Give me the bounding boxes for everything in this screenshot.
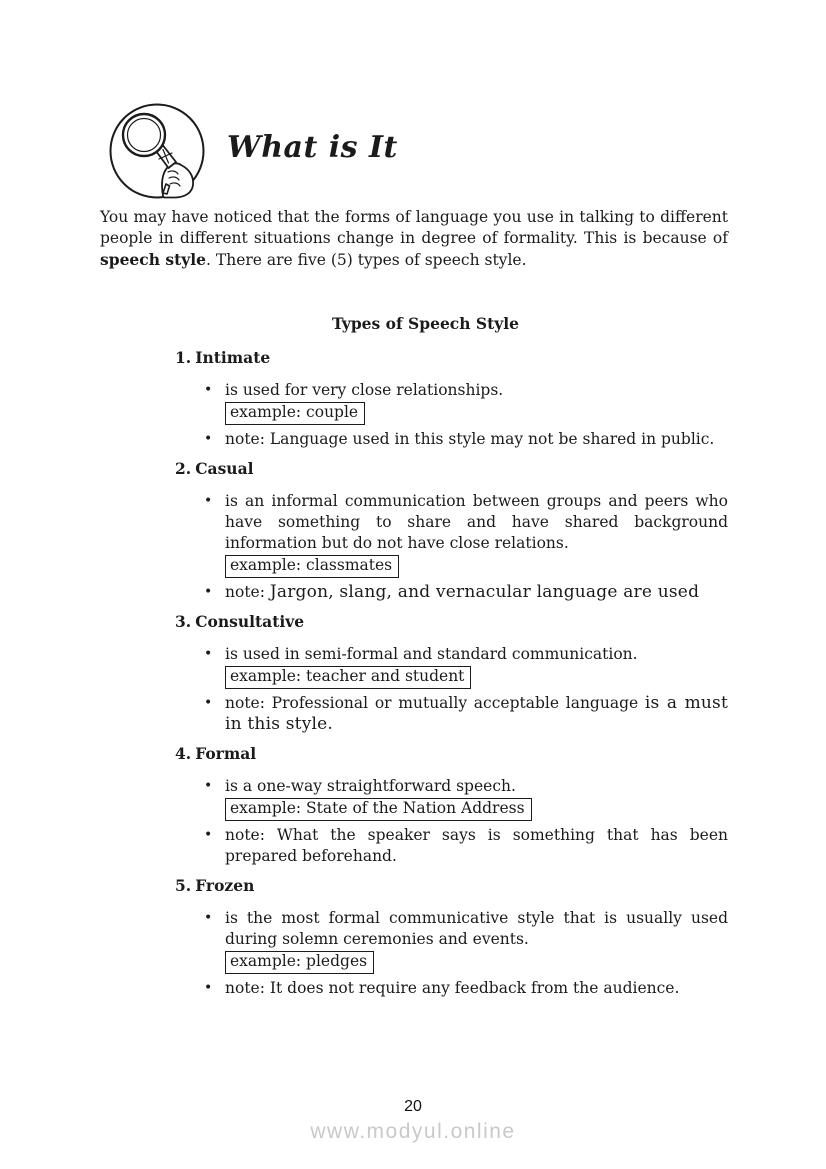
bullet-body	[225, 429, 728, 450]
watermark-text: www.modyul.online	[310, 1120, 516, 1143]
example-box	[225, 951, 374, 974]
note-bullet	[175, 825, 728, 867]
description-text: is a one-way straightforward speech.	[225, 777, 516, 795]
speech-style-list	[175, 314, 728, 1008]
description-text: is an informal communication between groups and peers who have something to share and have shared background information but do not have close relations.	[225, 492, 728, 552]
description-text: is the most formal communicative style that is usually used during solemn ceremonies and events.	[225, 909, 728, 948]
section-casual	[175, 459, 728, 603]
page-number: 20	[404, 1098, 422, 1115]
magnifier-hand-icon	[108, 102, 206, 200]
example-box	[225, 402, 365, 425]
section-name	[175, 612, 728, 631]
note-bullet	[175, 429, 728, 450]
note-text: note: Language used in this style may not be shared in public.	[225, 430, 715, 448]
note-text-alt: is a must in this style.	[225, 693, 728, 734]
example-line	[225, 666, 728, 689]
example-line	[225, 798, 728, 821]
note-text: note: It does not require any feedback from the audience.	[225, 979, 680, 997]
bullet-body	[225, 644, 728, 690]
section-title-text: Casual	[195, 459, 254, 478]
intro-text-2: . There are five (5) types of speech style.	[206, 251, 527, 269]
description-bullet	[175, 776, 728, 822]
note-text: note:	[225, 583, 270, 601]
note-text-alt: Jargon, slang, and vernacular language are used	[269, 582, 700, 602]
bullet-body	[225, 825, 728, 867]
section-title-text: Consultative	[195, 612, 305, 631]
example-box	[225, 666, 471, 689]
section-number: 1.	[175, 348, 192, 367]
section-number: 3.	[175, 612, 192, 631]
bullet-icon: •	[204, 584, 213, 600]
bullet-body	[225, 776, 728, 822]
example-line	[225, 951, 728, 974]
bullet-icon: •	[204, 827, 213, 843]
section-title-text: Frozen	[195, 876, 255, 895]
example-line	[225, 402, 728, 425]
section-intimate	[175, 348, 728, 450]
section-name	[175, 876, 728, 895]
section-frozen	[175, 876, 728, 999]
section-formal	[175, 744, 728, 867]
section-title-text: Intimate	[195, 348, 271, 367]
example-line	[225, 555, 728, 578]
bullet-body	[225, 491, 728, 579]
bullet-icon: •	[204, 382, 213, 398]
section-name	[175, 459, 728, 478]
description-bullet	[175, 380, 728, 426]
section-name	[175, 348, 728, 367]
intro-paragraph	[100, 207, 728, 271]
section-number: 2.	[175, 459, 192, 478]
bullet-body	[225, 908, 728, 975]
note-text: note: Professional or mutually acceptable language	[225, 694, 645, 712]
bullet-icon: •	[204, 493, 213, 509]
bullet-icon: •	[204, 695, 213, 711]
section-title-text: Formal	[195, 744, 257, 763]
description-bullet	[175, 908, 728, 975]
section-name	[175, 744, 728, 763]
example-text: example: teacher and student	[230, 667, 465, 685]
example-text: example: classmates	[230, 556, 393, 574]
section-header	[108, 102, 398, 200]
note-bullet	[175, 693, 728, 735]
example-text: example: couple	[230, 403, 359, 421]
bullet-body	[225, 978, 728, 999]
bullet-icon: •	[204, 431, 213, 447]
bullet-icon: •	[204, 646, 213, 662]
intro-bold-term: speech style	[100, 250, 207, 269]
note-bullet	[175, 582, 728, 603]
section-number: 4.	[175, 744, 192, 763]
intro-text-1: You may have noticed that the forms of language you use in talking to different people in different situations change in degree of formality. This is because of	[100, 208, 728, 247]
description-text: is used for very close relationships.	[225, 381, 504, 399]
page-title: What is It	[227, 129, 398, 165]
section-number: 5.	[175, 876, 192, 895]
note-bullet	[175, 978, 728, 999]
bullet-body	[225, 693, 728, 735]
example-text: example: State of the Nation Address	[230, 799, 525, 817]
note-text: note: What the speaker says is something that has been prepared beforehand.	[225, 826, 728, 865]
section-consultative	[175, 612, 728, 735]
bullet-body	[225, 582, 728, 603]
list-heading: Types of Speech Style	[331, 314, 520, 333]
bullet-icon: •	[204, 778, 213, 794]
example-box	[225, 798, 532, 821]
description-text: is used in semi-formal and standard communication.	[225, 645, 638, 663]
bullet-body	[225, 380, 728, 426]
description-bullet	[175, 491, 728, 579]
bullet-icon: •	[204, 980, 213, 996]
bullet-icon: •	[204, 910, 213, 926]
example-box	[225, 555, 399, 578]
example-text: example: pledges	[230, 952, 368, 970]
description-bullet	[175, 644, 728, 690]
